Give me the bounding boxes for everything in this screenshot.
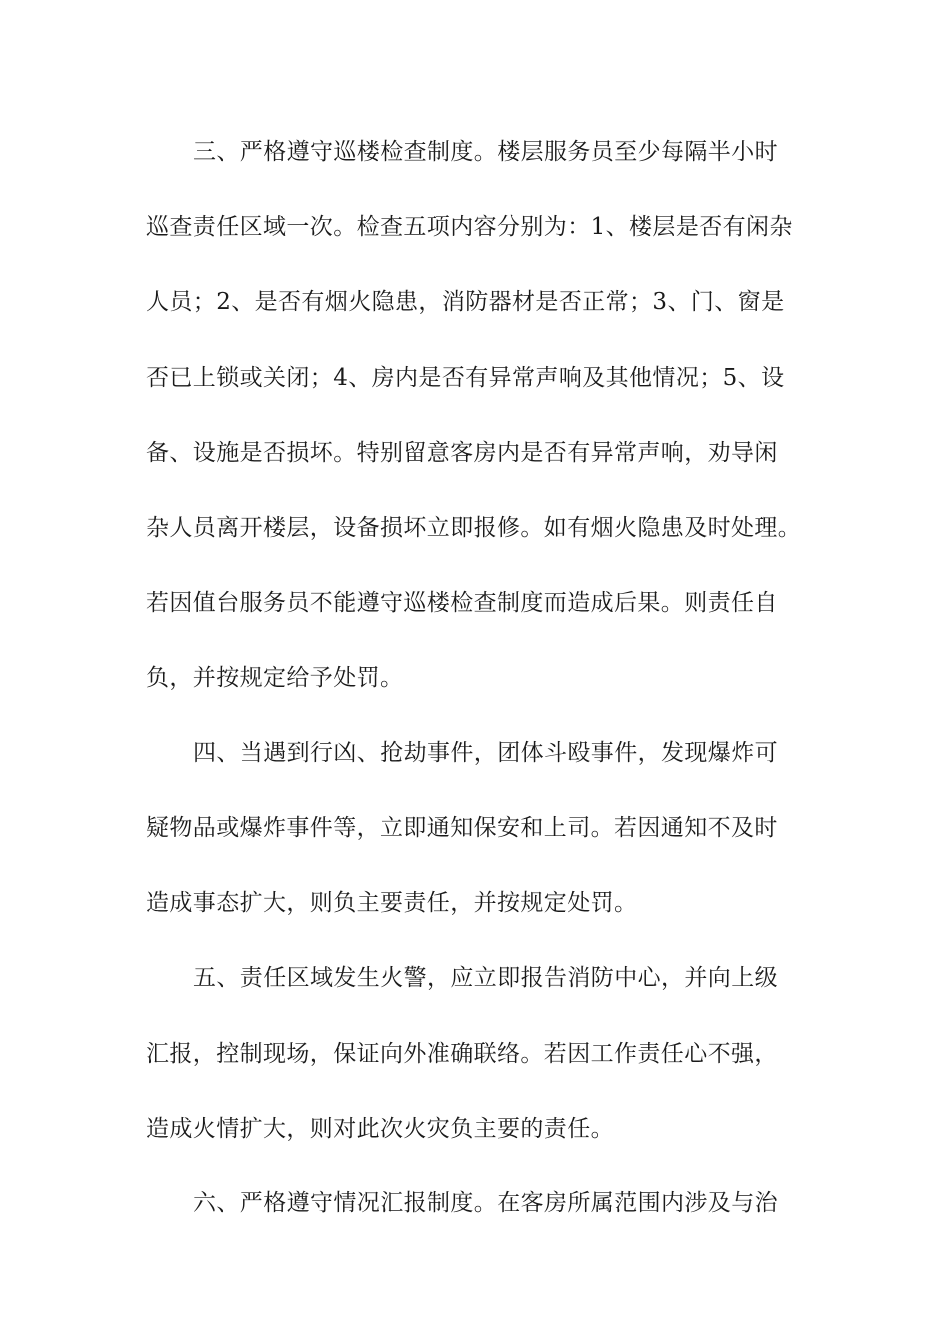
paragraph-3-line-1: 三、严格遵守巡楼检查制度。楼层服务员至少每隔半小时 bbox=[193, 139, 778, 165]
paragraph-3-line-2: 巡查责任区域一次。检查五项内容分别为：1、楼层是否有闲杂 bbox=[146, 214, 793, 240]
paragraph-5-line-3: 造成火情扩大，则对此次火灾负主要的责任。 bbox=[146, 1116, 614, 1142]
paragraph-3-line-8: 负，并按规定给予处罚。 bbox=[146, 665, 404, 691]
paragraph-3-line-3: 人员；2、是否有烟火隐患，消防器材是否正常；3、门、窗是 bbox=[146, 289, 785, 315]
paragraph-3-line-4: 否已上锁或关闭；4、房内是否有异常声响及其他情况；5、设 bbox=[146, 365, 785, 391]
paragraph-3-line-5: 备、设施是否损坏。特别留意客房内是否有异常声响，劝导闲 bbox=[146, 440, 778, 466]
paragraph-6-line-1: 六、严格遵守情况汇报制度。在客房所属范围内涉及与治 bbox=[193, 1190, 778, 1216]
paragraph-5-line-2: 汇报，控制现场，保证向外准确联络。若因工作责任心不强， bbox=[146, 1041, 778, 1067]
paragraph-5-line-1: 五、责任区域发生火警，应立即报告消防中心，并向上级 bbox=[193, 965, 778, 991]
paragraph-4-line-3: 造成事态扩大，则负主要责任，并按规定处罚。 bbox=[146, 890, 638, 916]
paragraph-3-line-6: 杂人员离开楼层，设备损坏立即报修。如有烟火隐患及时处理。 bbox=[146, 515, 802, 541]
paragraph-4-line-2: 疑物品或爆炸事件等，立即通知保安和上司。若因通知不及时 bbox=[146, 815, 778, 841]
paragraph-4-line-1: 四、当遇到行凶、抢劫事件，团体斗殴事件，发现爆炸可 bbox=[193, 740, 778, 766]
paragraph-3-line-7: 若因值台服务员不能遵守巡楼检查制度而造成后果。则责任自 bbox=[146, 590, 778, 616]
